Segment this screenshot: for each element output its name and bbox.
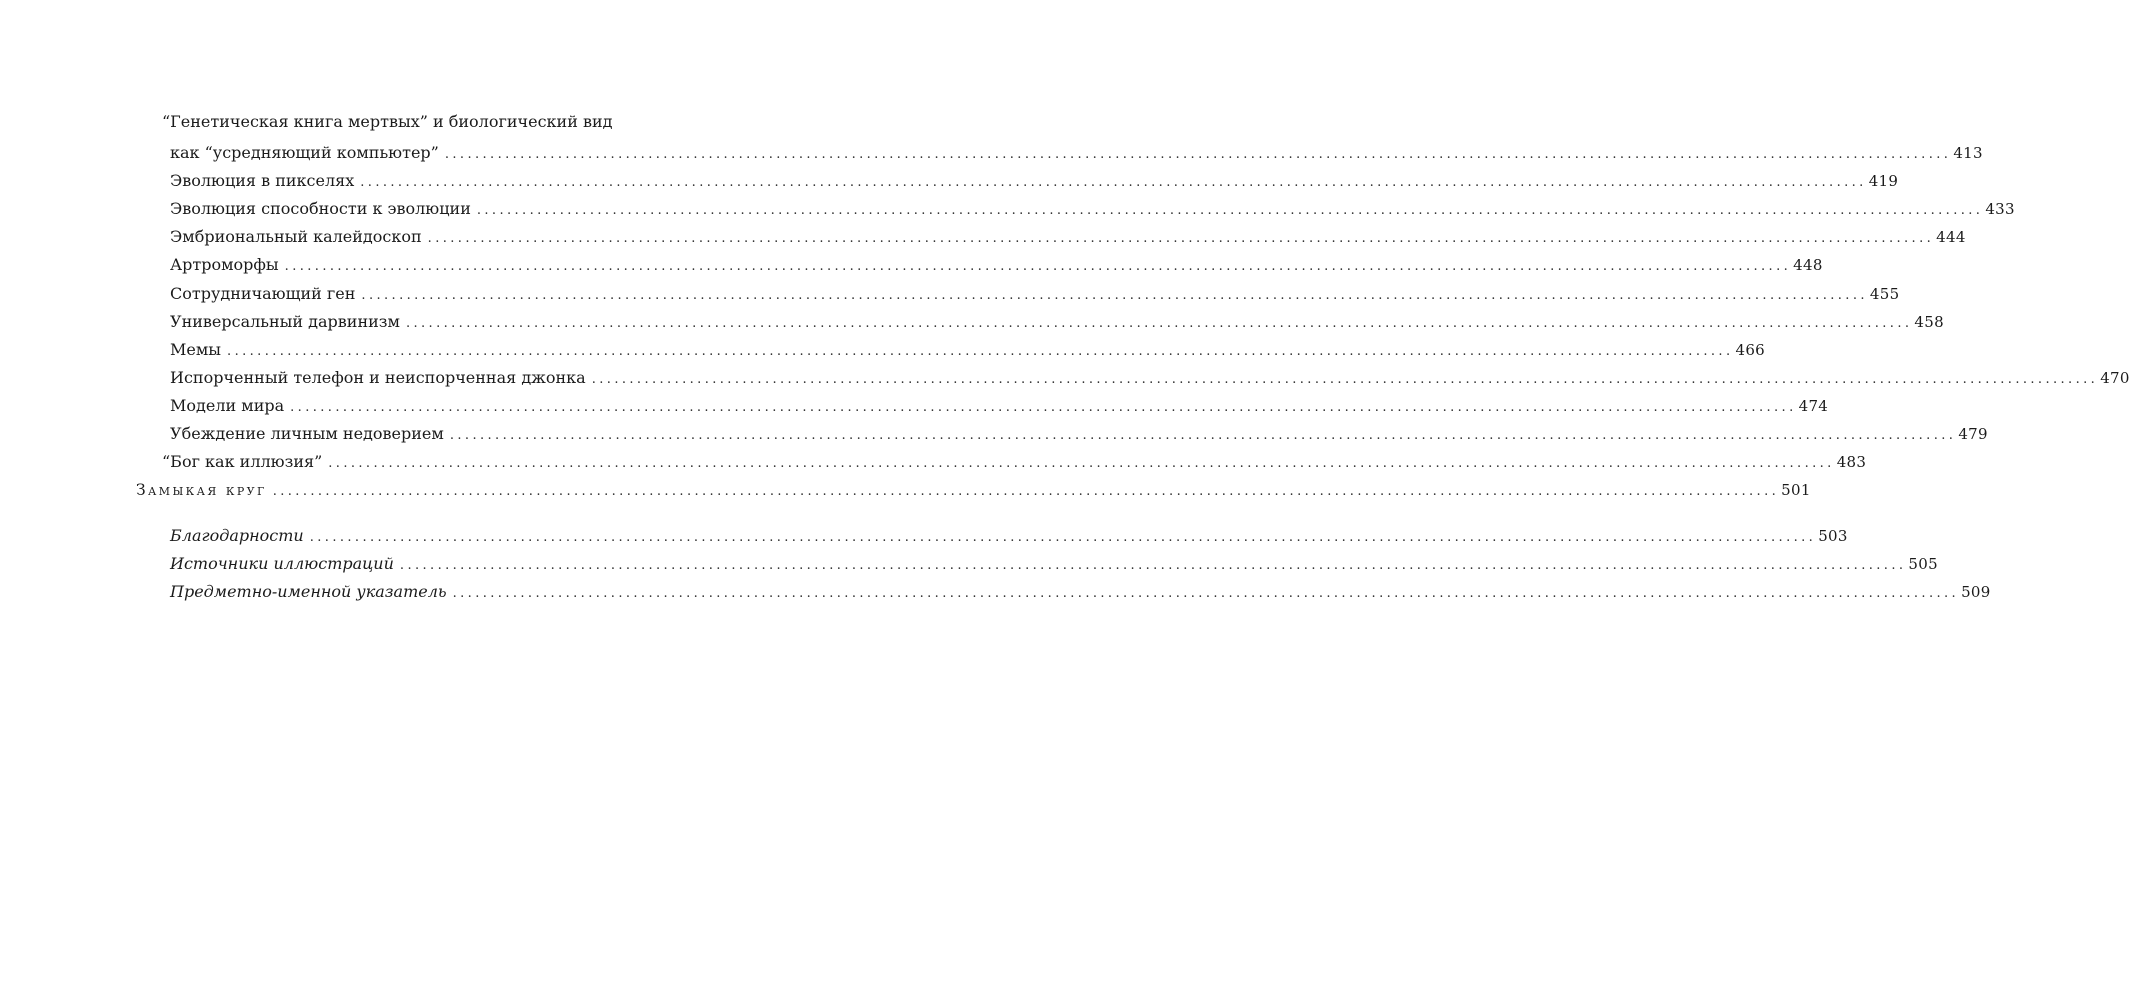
toc-entry-title: Замыкая круг — [136, 481, 267, 499]
toc-entry-title: Благодарности — [170, 526, 304, 545]
dot-leader: ........................................................................................................................................................................................................ — [476, 203, 1984, 218]
toc-section-heading: “Генетическая книга мертвых” и биологический вид — [162, 112, 613, 131]
toc-entry-title: Убеждение личным недоверием — [170, 424, 444, 443]
toc-entry-page: 448 — [1793, 256, 1823, 274]
dot-leader: ........................................................................................................................................................................................................ — [361, 288, 1868, 303]
toc-entry-page: 433 — [1985, 200, 2015, 218]
toc-entry-page: 505 — [1908, 555, 1938, 573]
toc-entry-title: Эмбриональный калейдоскоп — [170, 227, 422, 246]
dot-leader: ........................................................................................................................................................................................................ — [290, 400, 1797, 415]
toc-entry-page: 466 — [1735, 341, 1766, 359]
toc-entry-page: 458 — [1914, 313, 1944, 331]
toc-entry[interactable] — [170, 310, 1944, 334]
toc-entry-page: 455 — [1869, 285, 1900, 303]
toc-entry-backmatter[interactable] — [170, 552, 1938, 576]
toc-entry[interactable] — [170, 422, 1988, 446]
dot-leader: ........................................................................................................................................................................................................ — [309, 530, 1817, 545]
toc-entry-page: 419 — [1868, 172, 1899, 190]
dot-leader: ........................................................................................................................................................................................................ — [452, 586, 1960, 601]
toc-entry-page: 413 — [1953, 144, 1983, 162]
toc-entry-page: 503 — [1818, 527, 1848, 545]
toc-entry-title: Модели мира — [170, 396, 285, 415]
dot-leader: ........................................................................................................................................................................................................ — [444, 147, 1952, 162]
toc-entry-title: Испорченный телефон и неиспорченная джонка — [170, 368, 586, 387]
toc-entry[interactable] — [170, 282, 1900, 306]
toc-entry[interactable] — [170, 366, 2130, 390]
dot-leader: ........................................................................................................................................................................................................ — [591, 372, 2099, 387]
toc-entry-page: 474 — [1798, 397, 1829, 415]
dot-leader: ........................................................................................................................................................................................................ — [284, 259, 1792, 274]
dot-leader: ........................................................................................................................................................................................................ — [399, 558, 1907, 573]
dot-leader: ........................................................................................................................................................................................................ — [449, 428, 1957, 443]
toc-entry-page: 479 — [1958, 425, 1988, 443]
toc-entry[interactable] — [170, 169, 1899, 193]
dot-leader: ........................................................................................................................................................................................................ — [405, 316, 1913, 331]
toc-entry[interactable] — [170, 253, 1823, 277]
toc-entry[interactable] — [170, 141, 1983, 165]
toc-entry-page: 501 — [1781, 481, 1811, 499]
toc-entry-page: 444 — [1936, 228, 1966, 246]
toc-entry[interactable] — [162, 450, 1867, 474]
dot-leader: ........................................................................................................................................................................................................ — [227, 344, 1734, 359]
toc-entry-title: Эволюция в пикселях — [170, 171, 355, 190]
toc-entry[interactable] — [170, 197, 2015, 221]
toc-entry-backmatter[interactable] — [170, 580, 1991, 604]
dot-leader: ........................................................................................................................................................................................................ — [427, 231, 1935, 246]
toc-entry-page: 509 — [1961, 583, 1991, 601]
toc-entry[interactable] — [170, 338, 1766, 362]
toc-entry-title: Сотрудничающий ген — [170, 284, 356, 303]
toc-entry-page: 483 — [1836, 453, 1867, 471]
toc-entry-chapter[interactable] — [136, 478, 1811, 502]
toc-entry[interactable] — [170, 225, 1966, 249]
toc-entry-title: Артроморфы — [170, 255, 279, 274]
toc-entry-title: Мемы — [170, 340, 222, 359]
toc-entry[interactable] — [170, 394, 1829, 418]
toc-entry-title: Источники иллюстраций — [170, 554, 394, 573]
toc-entry-title: как “усредняющий компьютер” — [170, 143, 439, 162]
dot-leader: ........................................................................................................................................................................................................ — [360, 175, 1867, 190]
dot-leader: ........................................................................................................................................................................................................ — [272, 484, 1780, 499]
toc-entry-backmatter[interactable] — [170, 524, 1848, 548]
toc-entry-title: Универсальный дарвинизм — [170, 312, 400, 331]
toc-entry-title: Эволюция способности к эволюции — [170, 199, 471, 218]
dot-leader: ........................................................................................................................................................................................................ — [328, 456, 1835, 471]
toc-entry-title: “Бог как иллюзия” — [162, 452, 323, 471]
toc-entry-page: 470 — [2100, 369, 2130, 387]
toc-entry-title: Предметно-именной указатель — [170, 582, 447, 601]
